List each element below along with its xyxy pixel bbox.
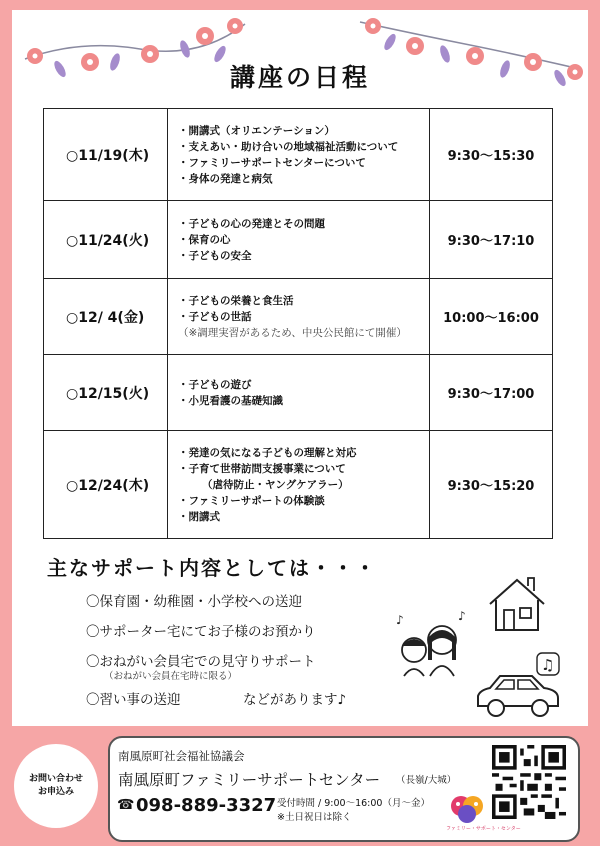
schedule-table [43, 108, 553, 539]
svg-text:♪: ♪ [396, 613, 404, 627]
support-item: 〇保育園・幼稚園・小学校への送迎 [86, 594, 302, 610]
schedule-items [168, 279, 430, 355]
list-item: ・子どもの心の発達とその問題 [178, 217, 325, 230]
list-item: ・子どもの世話 [178, 310, 252, 323]
schedule-items [168, 355, 430, 431]
list-item: ・ファミリーサポートセンターについて [178, 156, 366, 169]
list-item: ・開講式（オリエンテーション） [178, 124, 335, 137]
svg-text:♪: ♪ [458, 609, 466, 623]
schedule-date: ○11/24(火) [44, 201, 168, 279]
center-name: 南風原町ファミリーサポートセンター [118, 771, 381, 789]
house-icon [484, 574, 550, 634]
children-icon [392, 610, 472, 678]
support-item: 〇習い事の送迎 [86, 692, 181, 708]
venue-note: （※調理実習があるため、中央公民館にて開催） [178, 326, 407, 339]
closed-days: ※土日祝日は除く [277, 812, 352, 823]
list-item: ・小児看護の基礎知識 [178, 394, 283, 407]
list-item: ・子どもの安全 [178, 249, 252, 262]
support-item: 〇おねがい会員宅での見守りサポート [86, 654, 316, 670]
schedule-time: 9:30〜17:00 [430, 355, 553, 431]
qr-code-icon[interactable] [492, 745, 566, 819]
list-item: ・ファミリーサポートの体験談 [178, 494, 325, 507]
schedule-time: 9:30〜15:30 [430, 109, 553, 201]
car-icon [474, 672, 562, 720]
phone-icon: ☎ [117, 797, 135, 813]
schedule-time: 9:30〜15:20 [430, 431, 553, 539]
list-item: ・身体の発達と病気 [178, 172, 273, 185]
list-subitem: （虐待防止・ヤングケアラー） [202, 478, 349, 491]
contact-badge-line: お申込み [37, 787, 74, 797]
svg-text:ファミリー・サポート・センター: ファミリー・サポート・センター [446, 826, 521, 832]
list-item: ・閉講式 [178, 510, 220, 523]
schedule-date: ○12/15(火) [44, 355, 168, 431]
list-item: ・子どもの栄養と食生活 [178, 294, 294, 307]
family-support-logo [444, 792, 521, 832]
list-item: ・支えあい・助け合いの地域福祉活動について [178, 140, 399, 153]
support-note: （おねがい会員在宅時に限る） [104, 671, 238, 682]
table-row [44, 279, 553, 355]
table-row [44, 431, 553, 539]
table-row [44, 355, 553, 431]
list-item: ・子育て世帯訪問支援事業について [178, 462, 346, 475]
list-item: ・保育の心 [178, 233, 231, 246]
schedule-time: 10:00〜16:00 [430, 279, 553, 355]
support-item: 〇サポーター宅にてお子様のお預かり [86, 624, 316, 640]
schedule-date: ○12/ 4(金) [44, 279, 168, 355]
support-heading: 主なサポート内容としては・・・ [47, 556, 377, 580]
schedule-date: ○12/24(木) [44, 431, 168, 539]
schedule-items [168, 109, 430, 201]
list-item: ・子どもの遊び [178, 378, 252, 391]
schedule-date: ○11/19(木) [44, 109, 168, 201]
svg-text:♫: ♫ [541, 656, 555, 674]
schedule-time: 9:30〜17:10 [430, 201, 553, 279]
page-title: 講座の日程 [229, 63, 370, 92]
list-item: ・発達の気になる子どもの理解と対応 [178, 446, 357, 459]
table-row [44, 109, 553, 201]
contact-badge [14, 744, 98, 828]
schedule-items [168, 431, 430, 539]
business-hours: 受付時間 / 9:00〜16:00（月〜金） [277, 798, 430, 809]
contact-badge-line: お問い合わせ [28, 774, 83, 784]
phone-number[interactable]: 098-889-3327 [136, 795, 277, 816]
org-name: 南風原町社会福祉協議会 [118, 749, 245, 763]
staff-names: （長嶺/大城） [396, 775, 457, 786]
schedule-items [168, 201, 430, 279]
table-row [44, 201, 553, 279]
support-etc: などがあります♪ [243, 692, 347, 708]
